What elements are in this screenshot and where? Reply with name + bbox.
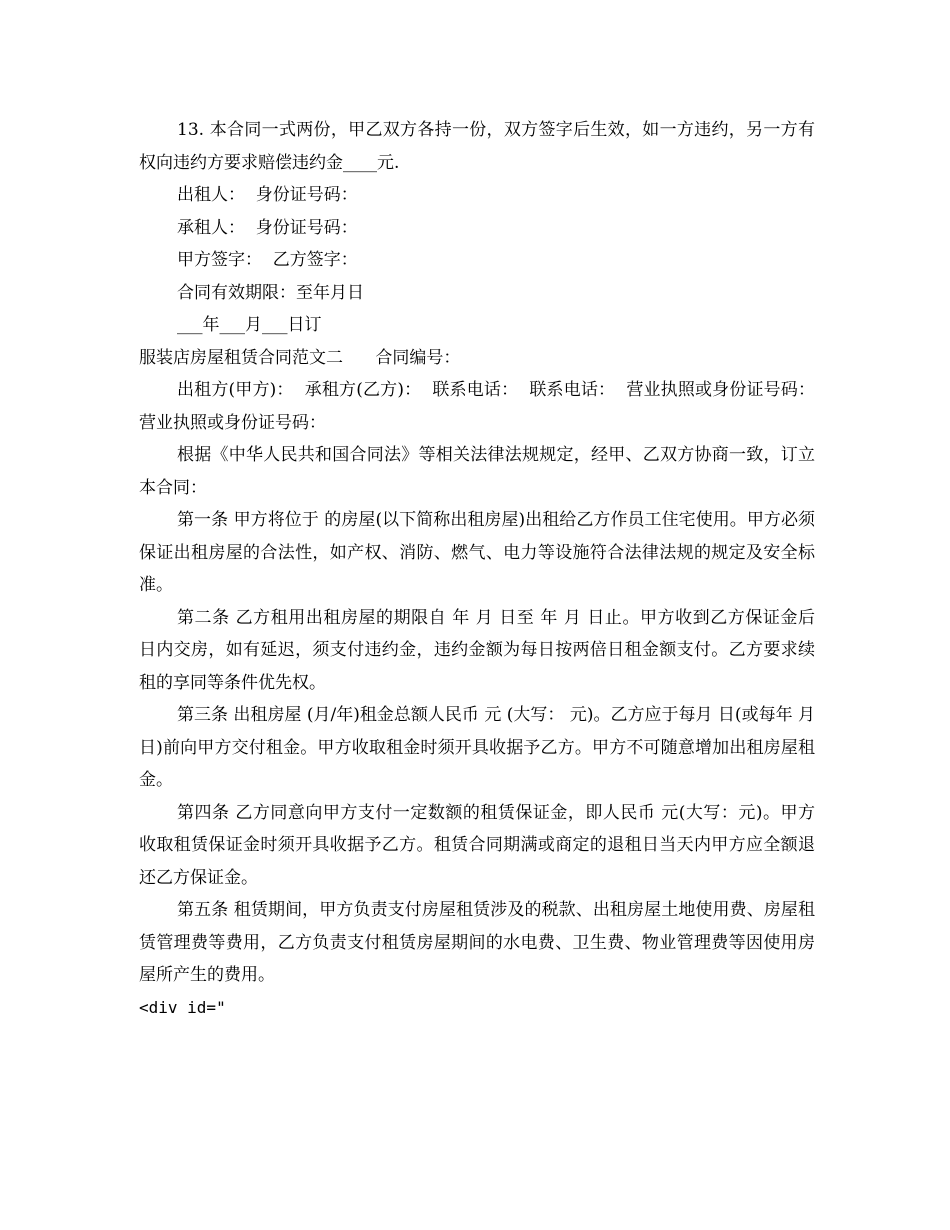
- paragraph-signatures: 甲方签字： 乙方签字：: [177, 250, 358, 270]
- section-title-template-two: 服装店房屋租赁合同范文二 合同编号：: [139, 347, 461, 368]
- paragraph-signed-date: ___年___月___日订: [177, 315, 322, 335]
- trailing-code-fragment: <div id=": [139, 997, 226, 1017]
- paragraph-article-5: 第五条 租赁期间，甲方负责支付房屋租赁涉及的税款、出租房屋土地使用费、房屋租赁管理费等费用，乙方负责支付租赁房屋期间的水电费、卫生费、物业管理费等因使用房屋所产生的费用。: [139, 900, 815, 985]
- paragraph-legal-basis: 根据《中华人民共和国合同法》等相关法律法规规定，经甲、乙双方协商一致，订立本合同：: [139, 445, 815, 498]
- paragraph-clause-13: 13. 本合同一式两份，甲乙双方各持一份，双方签字后生效，如一方违约，另一方有权向违约方要求赔偿违约金____元.: [139, 120, 815, 173]
- paragraph-article-4: 第四条 乙方同意向甲方支付一定数额的租赁保证金，即人民币 元(大写：元)。甲方 收取租赁保证金时须开具收据予乙方。租赁合同期满或商定的退租日当天内甲方应全额退还乙方保证金。: [139, 802, 821, 888]
- paragraph-lessor-id: 出租人： 身份证号码：: [177, 185, 358, 205]
- document-body: [139, 114, 826, 1024]
- paragraph-lessee-id: 承租人： 身份证号码：: [177, 217, 358, 238]
- paragraph-article-2: 第二条 乙方租用出租房屋的期限自 年 月 日至 年 月 日止。甲方收到乙方保证金后 日内交房，如有延迟，须支付违约金，违约金额为每日按两倍日租金额支付。乙方要求续租的享同等条件优先权。: [139, 607, 821, 693]
- paragraph-parties: 出租方(甲方)： 承租方(乙方)： 联系电话： 联系电话： 营业执照或身份证号码： 营业执照或身份证号码：: [139, 380, 826, 433]
- paragraph-validity: 合同有效期限：至年月日: [177, 282, 364, 303]
- paragraph-article-3: 第三条 出租房屋 (月/年)租金总额人民币 元 (大写： 元)。乙方应于每月 日(或每年 月 日)前向甲方交付租金。甲方收取租金时须开具收据予乙方。甲方不可随意增加出租房屋租金。: [139, 705, 821, 790]
- paragraph-article-1: 第一条 甲方将位于 的房屋(以下简称出租房屋)出租给乙方作员工住宅使用。甲方必须保证出租房屋的合法性，如产权、消防、燃气、电力等设施符合法律法规的规定及安全标准。: [139, 510, 815, 595]
